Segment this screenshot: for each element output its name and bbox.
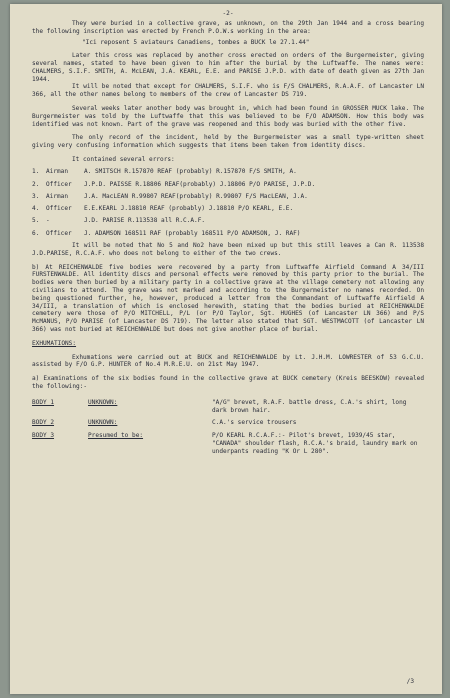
paragraph-burial: They were buried in a collective grave, as unknown, on the 29th Jan 1944 and a cross bearing the following inscription was erected by French P.O.W.s working in the area:: [32, 19, 424, 35]
error-rank: Officer: [46, 205, 72, 213]
paragraph-record: The only record of the incident, held by the Burgermeister was a small type-written sheet giving very confusing information which suggests that items been taken from identity discs.: [32, 134, 424, 150]
paragraph-examinations: a) Examinations of the six bodies found in the collective grave at BUCK cemetery (Kreis BEESKOW) revealed the following:-: [32, 375, 424, 390]
list-item: [32, 230, 424, 238]
list-item: [32, 432, 424, 455]
error-rank: Airman: [46, 192, 69, 200]
exhumations-heading: EXHUMATIONS:: [32, 339, 77, 347]
body-label: BODY 3: [32, 432, 55, 440]
body-label: BODY 1: [32, 398, 55, 406]
list-item: [32, 205, 424, 213]
body-description: P/O KEARL R.C.A.F.:- Pilot's brevet, 1939/45 star, "CANADA" shoulder flash, R.C.A.'s braid, laundry mark on underpants reading "K Or L 280".: [212, 432, 418, 455]
error-text: J.P.D. PAISSE R.18806 REAF(probably) J.18806 P/O PARISE, J.P.D.: [84, 180, 316, 188]
error-text: J. ADAMSON 168511 RAF (probably 168511 P/O ADAMSON, J. RAF): [84, 229, 301, 237]
error-rank: Officer: [46, 229, 72, 237]
list-item: [32, 217, 424, 225]
bodies-list: [32, 399, 424, 456]
list-item: [32, 193, 424, 201]
error-rank: Airman: [46, 168, 69, 176]
error-text: J.D. PARISE R.113538 all R.C.A.F.: [84, 217, 206, 225]
body-description: "A/G" brevet, R.A.F. battle dress, C.A.'s shirt, long dark brown hair.: [212, 398, 407, 414]
list-item: [32, 419, 424, 427]
error-number: 6.: [32, 229, 40, 237]
document-content: [32, 10, 424, 461]
paragraph-cross-replaced: Later this cross was replaced by another cross erected on orders of the Burgermeister, giving several names, stated to have been given to him after the burial by the Luftwaffe. The names were: CHALMERS, S.I.F. SMITH, A. McLEAN, J.A. KEARL, E.E. and PARISE J.P.D. with date of death given as 27th Jan 1944.: [32, 52, 424, 83]
paragraph-mixed-up: It will be noted that No 5 and No2 have been mixed up but this still leaves a Can R. 113538 J.D.PARISE, R.C.A.F. who does not belong to either of the two crews.: [32, 242, 424, 257]
error-number: 2.: [32, 180, 40, 188]
continuation-mark: /3: [406, 678, 414, 686]
paragraph-note-chalmers: It will be noted that except for CHALMERS, S.I.F. who is F/S CHALMERS, R.A.A.F. of Lancaster LN 366, all the other names belong to members of the crew of Lancaster DS 719.: [32, 83, 424, 99]
cross-inscription: "Ici reposent 5 aviateurs Canadiens, tombes a BUCK le 27.1.44": [82, 39, 310, 47]
paragraph-errors-intro: It contained several errors:: [72, 155, 175, 163]
body-label: BODY 2: [32, 419, 55, 427]
paragraph-lake-body: Several weeks later another body was brought in, which had been found in GROSSER MUCK lake. The Burgermeister was told by the Luftwaffe that this was believed to be F/O ADAMSON. How this body was identified was not known. Part of the grave was reopened and this body was buried with the other five.: [32, 104, 424, 128]
error-number: 3.: [32, 192, 40, 200]
body-status: Presumed to be:: [88, 432, 144, 440]
list-item: [32, 399, 424, 415]
list-item: [32, 181, 424, 189]
document-page: [10, 4, 442, 694]
error-text: J.A. MacLEAN R.99807 REAF(probably) R.99807 F/S MacLEAN, J.A.: [84, 192, 308, 200]
body-status: UNKNOWN:: [88, 398, 118, 406]
body-status: UNKNOWN:: [88, 419, 118, 427]
error-rank: Officer: [46, 180, 72, 188]
paragraph-exhumations: Exhumations were carried out at BUCK and REICHENWALDE by Lt. J.H.M. LOWRESTER of 53 G.C.U. assisted by F/O G.P. HUNTER of No.4 M.R.E.U. on 21st May 1947.: [32, 353, 424, 369]
error-rank: -: [46, 217, 50, 225]
error-text: A. SMITSCH R.157870 REAF (probably) R.157870 F/S SMITH, A.: [84, 168, 297, 176]
errors-list: [32, 168, 424, 237]
error-text: E.E.KEARL J.18810 REAF (probably) J.18810 P/O KEARL, E.E.: [84, 205, 294, 213]
error-number: 4.: [32, 205, 40, 213]
page-number: -2-: [222, 10, 234, 17]
error-number: 1.: [32, 168, 40, 176]
paragraph-reichenwalde: b) At REICHENWALDE five bodies were recovered by a party from Luftwaffe Airfield Command A 34/III FURSTENWALDE. All identity discs and personal effects were removed by this party prior to the burial. The bodies were then buried by a military party in a collective grave at the village cemetery not allowing any civilians to attend. The grave was not marked and according to the Burgermeister no names recorded. On being questioned further, he, however, produced a letter from the Commandant of Luftwaffe Airfield A 34/III, a translation of which is enclosed herewith, stating that the bodies buried at REICHENWALDE cemetery were those of P/O MITCHELL, P/L (or P/O Taylor, Sgt. HUGHES (of Lancaster LN 366) and P/S McMANUS, P/O PARISE (of Lancaster DS 719). The letter also stated that SGT. WESTMACOTT (of Lancaster LN 366) was not buried at REICHENWALDE but does not give another place of burial.: [32, 263, 424, 333]
list-item: [32, 168, 424, 176]
body-description: C.A.'s service trousers: [212, 419, 297, 427]
error-number: 5.: [32, 217, 40, 225]
